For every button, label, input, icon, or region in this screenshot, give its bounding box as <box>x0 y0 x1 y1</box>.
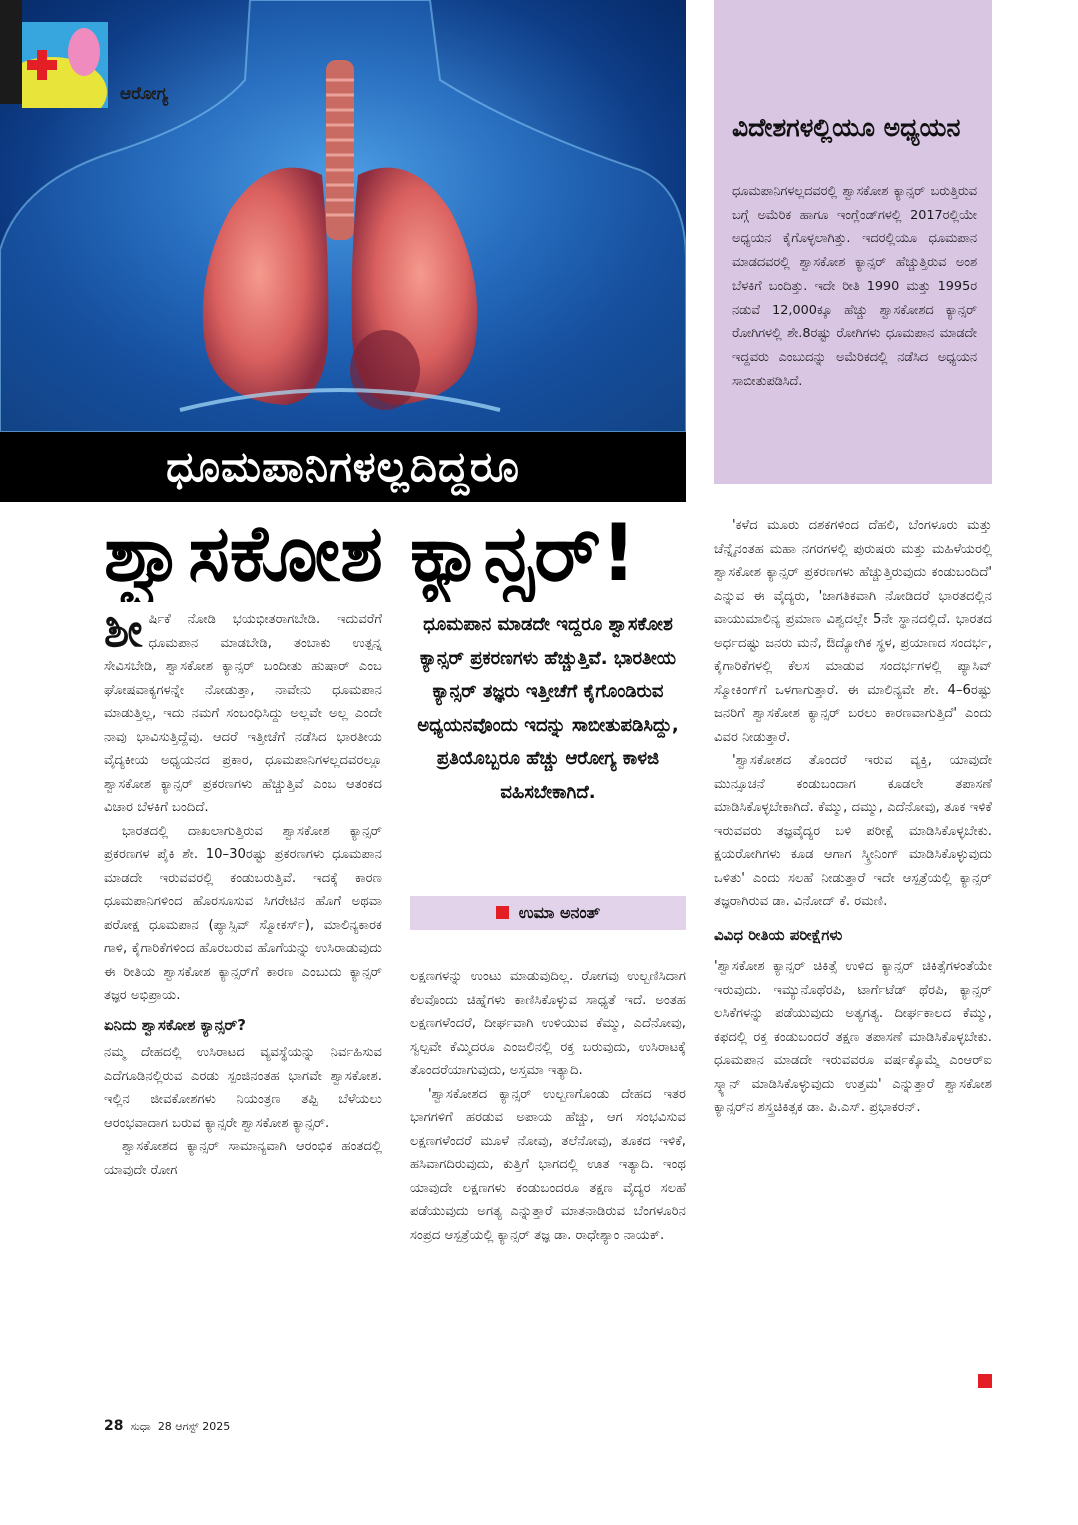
pull-quote: ಧೂಮಪಾನ ಮಾಡದೇ ಇದ್ದರೂ ಶ್ವಾಸಕೋಶ ಕ್ಯಾನ್ಸರ್ ಪ್ರಕರಣಗಳು ಹೆಚ್ಚುತ್ತಿವೆ. ಭಾರತೀಯ ಕ್ಯಾನ್ಸರ್ ತಜ್ಞರು ಇತ್ತೀಚೆಗೆ ಕೈಗೊಂಡಿರುವ ಅಧ್ಯಯನವೊಂದು ಇದನ್ನು ಸಾಬೀತುಪಡಿಸಿದ್ದು, ಪ್ರತಿಯೊಬ್ಬರೂ ಹೆಚ್ಚು ಆರೋಗ್ಯ ಕಾಳಜಿ ವಹಿಸಬೇಕಾಗಿದೆ. <box>417 614 679 803</box>
red-square-icon <box>496 906 509 919</box>
article-column-2 <box>410 965 686 1247</box>
paragraph: 'ಕಳೆದ ಮೂರು ದಶಕಗಳಿಂದ ದೆಹಲಿ, ಬೆಂಗಳೂರು ಮತ್ತು ಚೆನ್ನೈನಂತಹ ಮಹಾ ನಗರಗಳಲ್ಲಿ ಪುರುಷರು ಮತ್ತು ಮಹಿಳೆಯರಲ್ಲಿ ಶ್ವಾಸಕೋಶ ಕ್ಯಾನ್ಸರ್ ಪ್ರಕರಣಗಳು ಹೆಚ್ಚುತ್ತಿರುವುದು ಕಂಡುಬಂದಿದೆ' ಎನ್ನುವ ಈ ವೈದ್ಯರು, 'ಜಾಗತಿಕವಾಗಿ ನೋಡಿದರೆ ಭಾರತದಲ್ಲಿನ ವಾಯುಮಾಲಿನ್ಯ ಪ್ರಮಾಣ ವಿಶ್ವದಲ್ಲೇ 5ನೇ ಸ್ಥಾನದಲ್ಲಿದೆ. ಭಾರತದ ಅರ್ಧದಷ್ಟು ಜನರು ಮನೆ, ಔದ್ಯೋಗಿಕ ಸ್ಥಳ, ಪ್ರಯಾಣದ ಸಂದರ್ಭ, ಕೈಗಾರಿಕೆಗಳಲ್ಲಿ ಕೆಲಸ ಮಾಡುವ ಸಂದರ್ಭಗಳಲ್ಲಿ ಪ್ಯಾಸಿವ್ ಸ್ಮೋಕಿಂಗ್‌ಗೆ ಒಳಗಾಗುತ್ತಾರೆ. ಈ ಮಾಲಿನ್ಯವೇ ಶೇ. 4–6ರಷ್ಟು ಜನರಿಗೆ ಶ್ವಾಸಕೋಶ ಕ್ಯಾನ್ಸರ್ ಬರಲು ಕಾರಣವಾಗುತ್ತಿದೆ' ಎಂದು ವಿವರ ನೀಡುತ್ತಾರೆ. <box>714 518 992 745</box>
subheading: ವಿವಿಧ ರೀತಿಯ ಪರೀಕ್ಷೆಗಳು <box>714 925 843 944</box>
page-footer <box>104 1418 230 1434</box>
sidebar-body: ಧೂಮಪಾನಿಗಳಲ್ಲದವರಲ್ಲಿ ಶ್ವಾಸಕೋಶ ಕ್ಯಾನ್ಸರ್ ಬರುತ್ತಿರುವ ಬಗ್ಗೆ ಅಮೆರಿಕ ಹಾಗೂ ಇಂಗ್ಲೆಂಡ್‌ಗಳಲ್ಲಿ 2017ರಲ್ಲಿಯೇ ಅಧ್ಯಯನ ಕೈಗೊಳ್ಳಲಾಗಿತ್ತು. ಇದರಲ್ಲಿಯೂ ಧೂಮಪಾನ ಮಾಡದವರಲ್ಲಿ ಶ್ವಾಸಕೋಶ ಕ್ಯಾನ್ಸರ್ ಹೆಚ್ಚುತ್ತಿರುವ ಅಂಶ ಬೆಳಕಿಗೆ ಬಂದಿತ್ತು. ಇದೇ ರೀತಿ 1990 ಮತ್ತು 1995ರ ನಡುವೆ 12,000ಕ್ಕೂ ಹೆಚ್ಚು ಶ್ವಾಸಕೋಶದ ಕ್ಯಾನ್ಸರ್ ರೋಗಿಗಳಲ್ಲಿ ಶೇ.8ರಷ್ಟು ರೋಗಿಗಳು ಧೂಮಪಾನ ಮಾಡದೇ ಇದ್ದವರು ಎಂಬುದನ್ನು ಅಮೆರಿಕದಲ್ಲಿ ನಡೆಸಿದ ಅಧ್ಯಯನ ಸಾಬೀತುಪಡಿಸಿದೆ. <box>732 184 977 389</box>
paragraph: ನಮ್ಮ ದೇಹದಲ್ಲಿ ಉಸಿರಾಟದ ವ್ಯವಸ್ಥೆಯನ್ನು ನಿರ್ವಹಿಸುವ ಎದೆಗೂಡಿನಲ್ಲಿರುವ ಎರಡು ಸ್ಪಂಜಿನಂತಹ ಭಾಗವೇ ಶ್ವಾಸಕೋಶ. ಇಲ್ಲಿನ ಜೀವಕೋಶಗಳು ನಿಯಂತ್ರಣ ತಪ್ಪಿ ಬೆಳೆಯಲು ಆರಂಭವಾದಾಗ ಬರುವ ಕ್ಯಾನ್ಸರೇ ಶ್ವಾಸಕೋಶ ಕ್ಯಾನ್ಸರ್. <box>104 1045 382 1131</box>
intro-paragraph: ರ್ಷಿಕೆ ನೋಡಿ ಭಯಭೀತರಾಗಬೇಡಿ. ಇದುವರೆಗೆ ಧೂಮಪಾನ ಮಾಡಬೇಡಿ, ತಂಬಾಕು ಉತ್ಪನ್ನ ಸೇವಿಸಬೇಡಿ, ಶ್ವಾಸಕೋಶ ಕ್ಯಾನ್ಸರ್ ಬಂದೀತು ಹುಷಾರ್ ಎಂಬ ಘೋಷವಾಕ್ಯಗಳನ್ನೇ ನೋಡುತ್ತಾ, ನಾವೇನು ಧೂಮಪಾನ ಮಾಡುತ್ತಿಲ್ಲ, ಇದು ನಮಗೆ ಸಂಬಂಧಿಸಿದ್ದು ಅಲ್ಲವೇ ಅಲ್ಲ ಎಂದೇ ನಾವು ಭಾವಿಸುತ್ತಿದ್ದೆವು. ಆದರೆ ಇತ್ತೀಚೆಗೆ ನಡೆಸಿದ ಭಾರತೀಯ ವೈದ್ಯಕೀಯ ಅಧ್ಯಯನದ ಪ್ರಕಾರ, ಧೂಮಪಾನಿಗಳಲ್ಲದವರಲ್ಲೂ ಶ್ವಾಸಕೋಶ ಕ್ಯಾನ್ಸರ್ ಪ್ರಕರಣಗಳು ಹೆಚ್ಚುತ್ತಿವೆ ಎಂಬ ಆತಂಕದ ವಿಚಾರ ಬೆಳಕಿಗೆ ಬಂದಿದೆ. <box>104 612 382 815</box>
article-column-3 <box>714 514 992 1120</box>
page-number: 28 <box>104 1418 124 1434</box>
publication-name: ಸುಧಾ <box>130 1420 151 1433</box>
subheading: ಏನಿದು ಶ್ವಾಸಕೋಶ ಕ್ಯಾನ್ಸರ್? <box>104 1015 246 1034</box>
sidebar-title: ವಿದೇಶಗಳಲ್ಲಿಯೂ ಅಧ್ಯಯನ <box>732 113 961 142</box>
section-label: ಆರೋಗ್ಯ <box>120 84 169 104</box>
byline <box>410 896 686 930</box>
paragraph: 'ಶ್ವಾಸಕೋಶ ಕ್ಯಾನ್ಸರ್ ಚಿಕಿತ್ಸೆ ಉಳಿದ ಕ್ಯಾನ್ಸರ್ ಚಿಕಿತ್ಸೆಗಳಂತೆಯೇ ಇರುವುದು. ಇಮ್ಯುನೊಥೆರಪಿ, ಟಾರ್ಗೆಟೆಡ್ ಥೆರಪಿ, ಕ್ಯಾನ್ಸರ್ ಲಸಿಕೆಗಳನ್ನು ಪಡೆಯುವುದು ಅತ್ಯಗತ್ಯ. ದೀರ್ಘಕಾಲದ ಕೆಮ್ಮು, ಕಫದಲ್ಲಿ ರಕ್ತ ಕಂಡುಬಂದರೆ ತಕ್ಷಣ ತಪಾಸಣೆ ಮಾಡಿಸಿಕೊಳ್ಳಬೇಕು. ಧೂಮಪಾನ ಮಾಡದೇ ಇರುವವರೂ ವರ್ಷಕ್ಕೊಮ್ಮೆ ಎಂಆರ್‌ಐ ಸ್ಕ್ಯಾನ್ ಮಾಡಿಸಿಕೊಳ್ಳುವುದು ಉತ್ತಮ' ಎನ್ನುತ್ತಾರೆ ಶ್ವಾಸಕೋಶ ಕ್ಯಾನ್ಸರ್‌ನ ಶಸ್ತ್ರಚಿಕಿತ್ಸಕ ಡಾ. ಪಿ.ಎಸ್. ಪ್ರಭಾಕರನ್. <box>714 959 992 1115</box>
article-column-1 <box>104 603 382 1182</box>
drop-cap: ಶೀ <box>104 603 143 657</box>
end-mark-icon <box>978 1374 992 1388</box>
issue-date: 28 ಆಗಸ್ಟ್ 2025 <box>157 1420 231 1433</box>
headline-line-1: ಧೂಮಪಾನಿಗಳಲ್ಲದಿದ್ದರೂ <box>166 442 520 491</box>
paragraph: 'ಶ್ವಾಸಕೋಶದ ತೊಂದರೆ ಇರುವ ವ್ಯಕ್ತಿ, ಯಾವುದೇ ಮುನ್ಸೂಚನೆ ಕಂಡುಬಂದಾಗ ಕೂಡಲೇ ತಪಾಸಣೆ ಮಾಡಿಸಿಕೊಳ್ಳಬೇಕಾಗಿದೆ. ಕೆಮ್ಮು, ದಮ್ಮು, ಎದೆನೋವು, ತೂಕ ಇಳಿಕೆ ಇರುವವರು ತಜ್ಞವೈದ್ಯರ ಬಳಿ ಪರೀಕ್ಷೆ ಮಾಡಿಸಿಕೊಳ್ಳಬೇಕು. ಕ್ಷಯರೋಗಿಗಳು ಕೂಡ ಆಗಾಗ ಸ್ಕ್ರೀನಿಂಗ್ ಮಾಡಿಸಿಕೊಳ್ಳುವುದು ಒಳಿತು' ಎಂದು ಸಲಹೆ ನೀಡುತ್ತಾರೆ ಇದೇ ಆಸ್ಪತ್ರೆಯಲ್ಲಿ ಕ್ಯಾನ್ಸರ್ ತಜ್ಞರಾಗಿರುವ ಡಾ. ವಿನೋದ್ ಕೆ. ರಮಣಿ. <box>714 753 992 909</box>
paragraph: 'ಶ್ವಾಸಕೋಶದ ಕ್ಯಾನ್ಸರ್ ಉಲ್ಬಣಗೊಂಡು ದೇಹದ ಇತರ ಭಾಗಗಳಿಗೆ ಹರಡುವ ಅಪಾಯ ಹೆಚ್ಚು, ಆಗ ಸಂಭವಿಸುವ ಲಕ್ಷಣಗಳೆಂದರೆ ಮೂಳೆ ನೋವು, ತಲೆನೋವು, ತೂಕದ ಇಳಿಕೆ, ಹಸಿವಾಗದಿರುವುದು, ಕುತ್ತಿಗೆ ಭಾಗದಲ್ಲಿ ಊತ ಇತ್ಯಾದಿ. ಇಂಥ ಯಾವುದೇ ಲಕ್ಷಣಗಳು ಕಂಡುಬಂದರೂ ತಕ್ಷಣ ವೈದ್ಯರ ಸಲಹೆ ಪಡೆಯುವುದು ಅಗತ್ಯ ಎನ್ನುತ್ತಾರೆ ಮಾತನಾಡಿರುವ ಬೆಂಗಳೂರಿನ ಸಂಪ್ರದ ಆಸ್ಪತ್ರೆಯಲ್ಲಿ ಕ್ಯಾನ್ಸರ್ ತಜ್ಞ ಡಾ. ರಾಧೇಶ್ಯಾಂ ನಾಯಕ್. <box>410 1086 686 1243</box>
health-logo-icon <box>22 22 108 108</box>
paragraph: ಭಾರತದಲ್ಲಿ ದಾಖಲಾಗುತ್ತಿರುವ ಶ್ವಾಸಕೋಶ ಕ್ಯಾನ್ಸರ್ ಪ್ರಕರಣಗಳ ಪೈಕಿ ಶೇ. 10–30ರಷ್ಟು ಪ್ರಕರಣಗಳು ಧೂಮಪಾನ ಮಾಡದೇ ಇರುವವರಲ್ಲಿ ಕಂಡುಬರುತ್ತಿವೆ. ಇದಕ್ಕೆ ಕಾರಣ ಧೂಮಪಾನಿಗಳಿಂದ ಹೊರಸೂಸುವ ಸಿಗರೇಟಿನ ಹೊಗೆ ಅಥವಾ ಪರೋಕ್ಷ ಧೂಮಪಾನ (ಪ್ಯಾಸ್ಸಿವ್ ಸ್ಮೋಕರ್ಸ್), ಮಾಲಿನ್ಯಕಾರಕ ಗಾಳಿ, ಕೈಗಾರಿಕೆಗಳಿಂದ ಹೊರಬರುವ ಹೊಗೆಯನ್ನು ಉಸಿರಾಡುವುದು ಈ ರೀತಿಯ ಶ್ವಾಸಕೋಶ ಕ್ಯಾನ್ಸರ್‌ಗೆ ಕಾರಣ ಎಂಬುದು ಕ್ಯಾನ್ಸರ್ ತಜ್ಞರ ಅಭಿಪ್ರಾಯ. <box>104 823 382 1003</box>
headline-line-2: ಶ್ವಾಸಕೋಶ ಕ್ಯಾನ್ಸರ್! <box>104 509 637 599</box>
paragraph: ಲಕ್ಷಣಗಳನ್ನು ಉಂಟು ಮಾಡುವುದಿಲ್ಲ. ರೋಗವು ಉಲ್ಬಣಿಸಿದಾಗ ಕೆಲವೊಂದು ಚಿಹ್ನೆಗಳು ಕಾಣಿಸಿಕೊಳ್ಳುವ ಸಾಧ್ಯತೆ ಇದೆ. ಅಂತಹ ಲಕ್ಷಣಗಳೆಂದರೆ, ದೀರ್ಘವಾಗಿ ಉಳಿಯುವ ಕೆಮ್ಮು, ಎದೆನೋವು, ಸ್ವಲ್ಪವೇ ಕೆಮ್ಮಿದರೂ ಎಂಜಲಿನಲ್ಲಿ ರಕ್ತ ಬರುವುದು, ಉಸಿರಾಟಕ್ಕೆ ತೊಂದರೆಯಾಗುವುದು, ಅಸ್ತಮಾ ಇತ್ಯಾದಿ. <box>410 969 686 1078</box>
paragraph: ಶ್ವಾಸಕೋಶದ ಕ್ಯಾನ್ಸರ್ ಸಾಮಾನ್ಯವಾಗಿ ಆರಂಭಿಕ ಹಂತದಲ್ಲಿ ಯಾವುದೇ ರೋಗ <box>104 1139 382 1178</box>
author-name: ಉಮಾ ಅನಂತ್ <box>518 903 601 922</box>
section-tab-bar <box>0 0 22 104</box>
